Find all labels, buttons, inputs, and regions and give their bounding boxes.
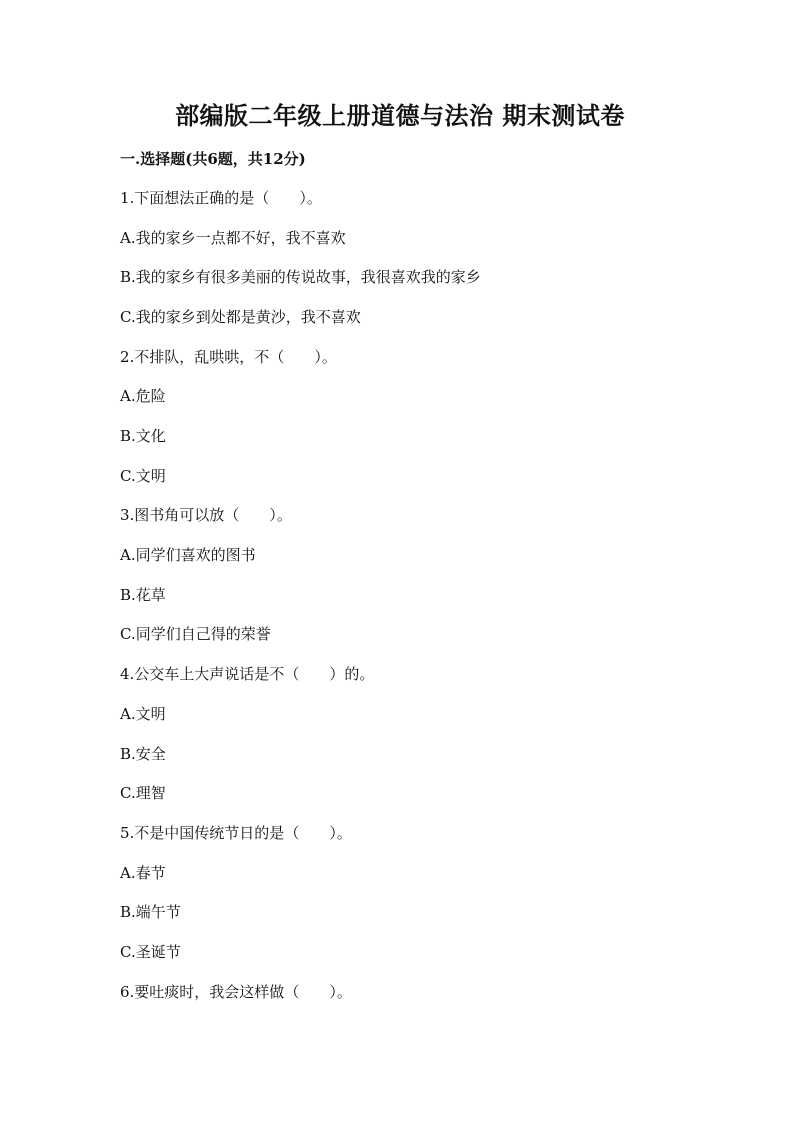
question-5-option-a: A.春节 — [120, 864, 166, 882]
question-4-option-a: A.文明 — [120, 705, 166, 723]
question-1-option-a: A.我的家乡一点都不好，我不喜欢 — [120, 229, 346, 247]
document-title: 部编版二年级上册道德与法治 期末测试卷 — [175, 101, 625, 130]
question-1-option-b: B.我的家乡有很多美丽的传说故事，我很喜欢我的家乡 — [120, 268, 481, 286]
question-5-option-b: B.端午节 — [120, 903, 181, 921]
question-4-stem: 4.公交车上大声说话是不（ ）的。 — [120, 665, 375, 683]
question-4-option-c: C.理智 — [120, 784, 166, 802]
question-5-option-c: C.圣诞节 — [120, 943, 181, 961]
question-3-option-c: C.同学们自己得的荣誉 — [120, 625, 271, 643]
question-6-stem: 6.要吐痰时，我会这样做（ ）。 — [120, 983, 352, 1001]
question-2-option-a: A.危险 — [120, 387, 166, 405]
question-3-stem: 3.图书角可以放（ ）。 — [120, 506, 292, 524]
question-4-option-b: B.安全 — [120, 745, 166, 763]
question-3-option-b: B.花草 — [120, 586, 166, 604]
question-1-stem: 1.下面想法正确的是（ ）。 — [120, 189, 322, 207]
question-2-stem: 2.不排队，乱哄哄，不（ ）。 — [120, 348, 337, 366]
question-2-option-c: C.文明 — [120, 467, 166, 485]
section-heading: 一.选择题(共6题，共12分) — [120, 150, 306, 168]
question-5-stem: 5.不是中国传统节日的是（ ）。 — [120, 824, 352, 842]
question-1-option-c: C.我的家乡到处都是黄沙，我不喜欢 — [120, 308, 361, 326]
question-3-option-a: A.同学们喜欢的图书 — [120, 546, 256, 564]
question-2-option-b: B.文化 — [120, 427, 166, 445]
